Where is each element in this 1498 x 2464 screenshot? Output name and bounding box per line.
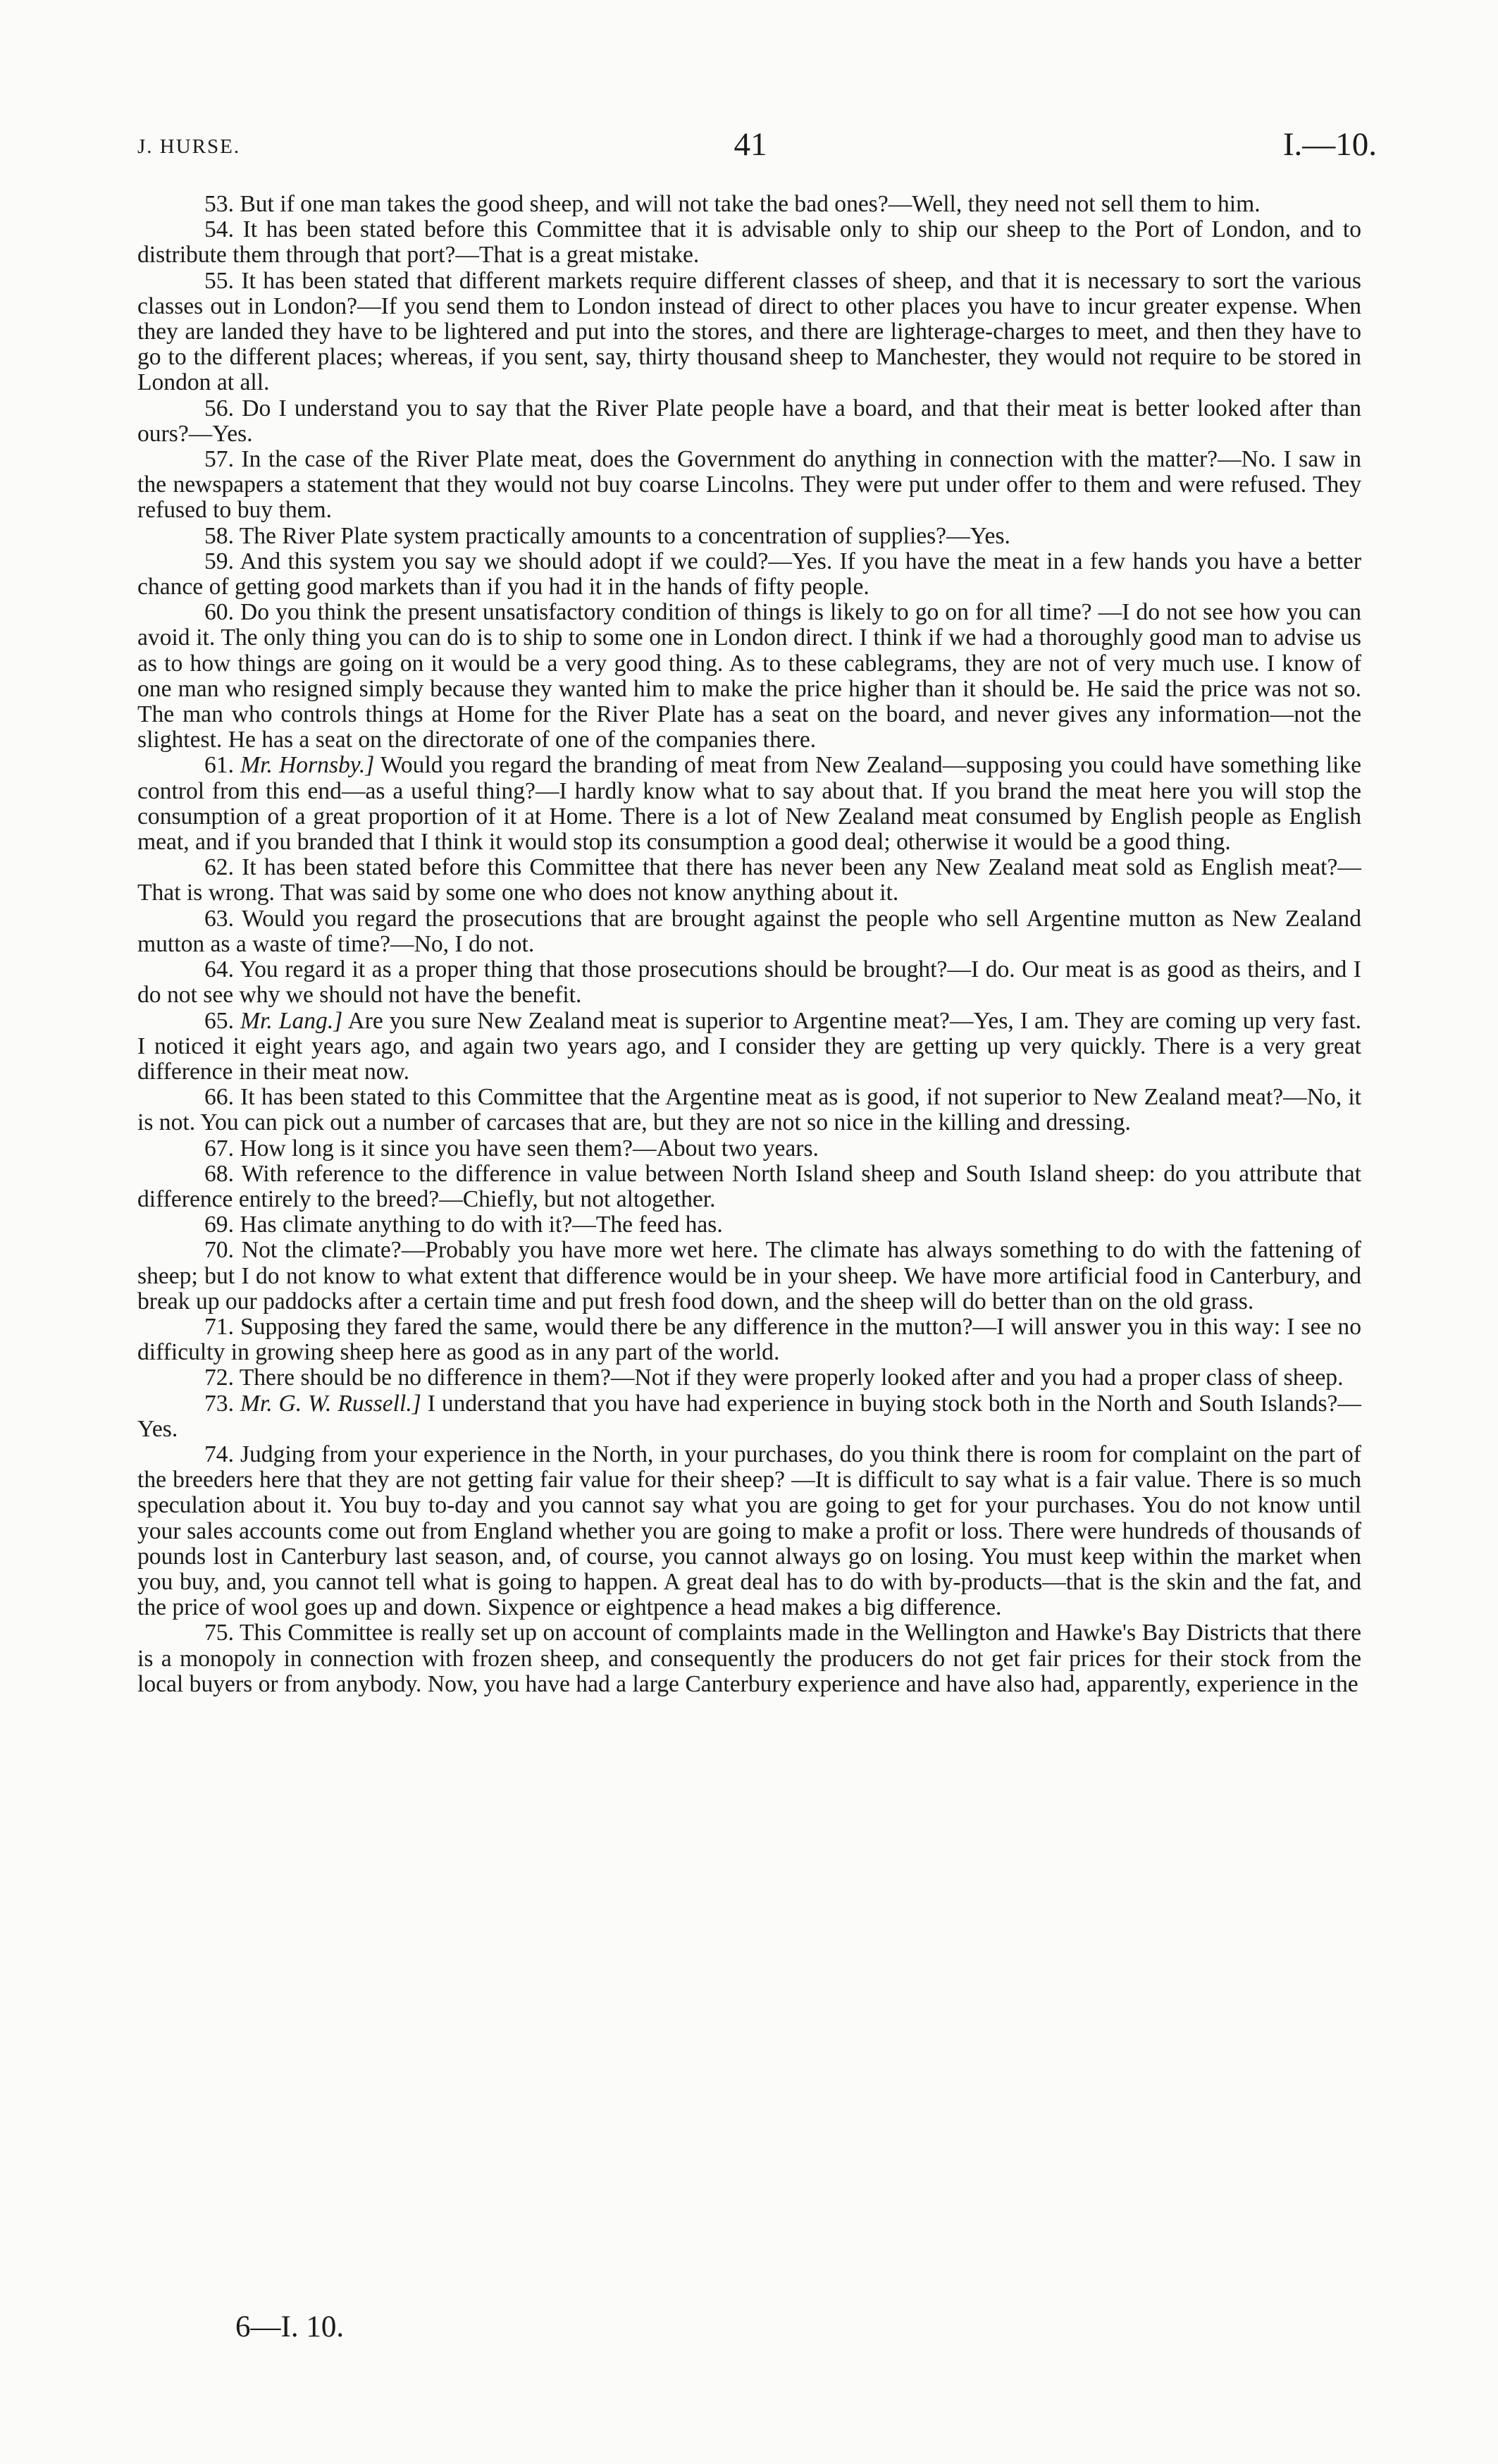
paragraph-text: 67. How long is it since you have seen them?—About two years.: [204, 1135, 819, 1162]
page-number: 41: [733, 126, 767, 163]
paragraph-text: 68. With reference to the difference in value between North Island sheep and South Island sheep: do you attribute that difference entirely to the breed?—Chiefly, but not altogether.: [137, 1160, 1361, 1212]
paragraph-text: I understand that you have had experience in buying stock both in the North and South Islands?—Yes.: [137, 1390, 1361, 1442]
evidence-paragraph: [137, 1442, 1361, 1620]
paragraph-text: 70. Not the climate?—Probably you have more wet here. The climate has always something to do with the fattening of sheep; but I do not know to what extent that difference would be in your sheep. We have more artificial food in Canterbury, and break up our paddocks after a certain time and put fresh food down, and the sheep will do better than on the old grass.: [137, 1237, 1361, 1314]
speaker-label: Mr. G. W. Russell.]: [240, 1390, 421, 1417]
paragraph-text: 71. Supposing they fared the same, would there be any difference in the mutton?—I will answer you in this way: I see no difficulty in growing sheep here as good as in any part of the world.: [137, 1313, 1361, 1366]
evidence-paragraph: [137, 855, 1361, 906]
paragraph-text: 63. Would you regard the prosecutions that are brought against the people who sell Argentine mutton as New Zealand mutton as a waste of time?—No, I do not.: [137, 905, 1361, 957]
evidence-paragraph: [137, 269, 1361, 396]
paragraph-text: 54. It has been stated before this Committee that it is advisable only to ship our sheep to the Port of London, and to distribute them through that port?—That is a great mistake.: [137, 216, 1361, 269]
paragraph-text: 58. The River Plate system practically amounts to a concentration of supplies?—Yes.: [204, 522, 1010, 549]
speaker-label: Mr. Lang.]: [240, 1007, 343, 1034]
paragraph-text: 60. Do you think the present unsatisfactory condition of things is likely to go on for all time? —I do not see how you can avoid it. The only thing you can do is to ship to some one in London direct. I think if we had a thoroughly good man to advise us as to how things are going on it would be a very good thing. As to these cablegrams, they are not of very much use. I know of one man who resigned simply because they wanted him to make the price higher than it should be. He said the price was not so. The man who controls things at Home for the River Plate has a seat on the board, and never gives any information—not the slightest. He has a seat on the directorate of one of the companies there.: [137, 599, 1361, 753]
evidence-paragraph: [137, 1009, 1361, 1085]
paragraph-text: 75. This Committee is really set up on account of complaints made in the Wellington and Hawke's Bay Districts that there is a monopoly in connection with frozen sheep, and consequently the producers do not get fair prices for their stock from the local buyers or from anybody. Now, you have had a large Canterbury experience and have also had, apparently, experience in the: [137, 1620, 1361, 1697]
evidence-paragraph: [137, 549, 1361, 600]
evidence-body: [137, 192, 1361, 1697]
paragraph-text: 53. But if one man takes the good sheep, and will not take the bad ones?—Well, they need not sell them to him.: [204, 191, 1261, 217]
evidence-paragraph: [137, 753, 1361, 855]
evidence-paragraph: [137, 1365, 1361, 1391]
paragraph-text: 57. In the case of the River Plate meat, does the Government do anything in connection with the matter?—No. I saw in the newspapers a statement that they would not buy coarse Lincolns. They were put under offer to them and were refused. They refused to buy them.: [137, 446, 1361, 524]
evidence-paragraph: [137, 1212, 1361, 1238]
evidence-paragraph: [137, 447, 1361, 524]
evidence-paragraph: [137, 396, 1361, 447]
evidence-paragraph: [137, 1620, 1361, 1697]
signature-mark: 6—I. 10.: [235, 2310, 345, 2343]
question-number: 61.: [204, 752, 241, 779]
evidence-paragraph: [137, 217, 1361, 268]
paper-reference: I.—10.: [1282, 126, 1377, 163]
paragraph-text: 62. It has been stated before this Committee that there has never been any New Zealand meat sold as English meat?—That is wrong. That was said by some one who does not know anything about it.: [137, 854, 1361, 906]
paragraph-text: 66. It has been stated to this Committee that the Argentine meat as is good, if not superior to New Zealand meat?—No, it is not. You can pick out a number of carcases that are, but they are not so nice in the killing and dressing.: [137, 1084, 1361, 1136]
evidence-paragraph: [137, 1136, 1361, 1162]
evidence-paragraph: [137, 1391, 1361, 1442]
evidence-paragraph: [137, 1162, 1361, 1212]
paragraph-text: 55. It has been stated that different markets require different classes of sheep, and that it is necessary to sort the various classes out in London?—If you send them to London instead of direct to other places you have to incur greater expense. When they are landed they have to be lightered and put into the stores, and there are lighterage-charges to meet, and then they have to go to the different places; whereas, if you sent, say, thirty thousand sheep to Manchester, they would not require to be stored in London at all.: [137, 267, 1361, 396]
evidence-paragraph: [137, 1085, 1361, 1135]
evidence-paragraph: [137, 524, 1361, 549]
evidence-paragraph: [137, 192, 1361, 217]
evidence-paragraph: [137, 1238, 1361, 1314]
paragraph-text: 72. There should be no difference in them?—Not if they were properly looked after and you had a proper class of sheep.: [204, 1365, 1344, 1391]
paragraph-text: Would you regard the branding of meat from New Zealand—supposing you could have something like control from this end—as a useful thing?—I hardly know what to say about that. If you brand the meat here you will stop the consumption of a great proportion of it at Home. There is a lot of New Zealand meat consumed by English people as English meat, and if you branded that I think it would stop its consumption a good deal; otherwise it would be a good thing.: [137, 752, 1361, 856]
paragraph-text: 64. You regard it as a proper thing that those prosecutions should be brought?—I do. Our meat is as good as theirs, and I do not see why we should not have the benefit.: [137, 956, 1361, 1009]
running-header: [0, 125, 1498, 182]
evidence-paragraph: [137, 906, 1361, 957]
evidence-paragraph: [137, 957, 1361, 1008]
question-number: 65.: [204, 1007, 241, 1034]
paragraph-text: 74. Judging from your experience in the North, in your purchases, do you think there is room for complaint on the part of the breeders here that they are not getting fair value for their sheep? —It is difficult to say what is a fair value. There is so much speculation about it. You buy to-day and you cannot say what you are going to get for your purchases. You do not know until your sales accounts come out from England whether you are going to make a profit or loss. There were hundreds of thousands of pounds lost in Canterbury last season, and, of course, you cannot always go on losing. You must keep within the market when you buy, and, you cannot tell what is going to happen. A great deal has to do with by-products—that is the skin and the fat, and the price of wool goes up and down. Sixpence or eightpence a head makes a big difference.: [137, 1441, 1361, 1621]
speaker-label: Mr. Hornsby.]: [240, 752, 375, 779]
evidence-paragraph: [137, 600, 1361, 753]
paragraph-text: 59. And this system you say we should adopt if we could?—Yes. If you have the meat in a few hands you have a better chance of getting good markets than if you had it in the hands of fifty people.: [137, 548, 1361, 600]
paragraph-text: 69. Has climate anything to do with it?—The feed has.: [204, 1212, 723, 1238]
witness-name: J. HURSE.: [137, 135, 241, 158]
paragraph-text: 56. Do I understand you to say that the River Plate people have a board, and that their meat is better looked after than ours?—Yes.: [137, 395, 1361, 447]
question-number: 73.: [204, 1390, 240, 1417]
evidence-paragraph: [137, 1314, 1361, 1365]
paragraph-text: Are you sure New Zealand meat is superior to Argentine meat?—Yes, I am. They are coming up very fast. I noticed it eight years ago, and again two years ago, and I consider they are getting up very quickly. There is a very great difference in their meat now.: [137, 1007, 1361, 1085]
